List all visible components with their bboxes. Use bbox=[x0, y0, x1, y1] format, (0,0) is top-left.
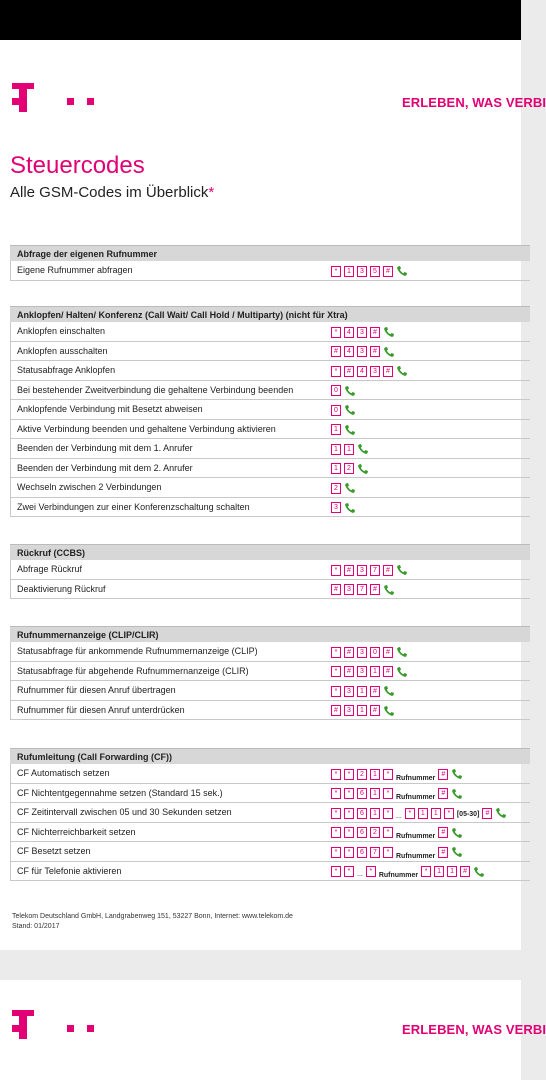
code-key: * bbox=[331, 266, 341, 277]
table-row bbox=[10, 478, 530, 498]
code-key: # bbox=[438, 847, 448, 858]
row-description: Zwei Verbindungen zur einer Konferenzschaltung schalten bbox=[17, 501, 250, 512]
code-section bbox=[10, 306, 530, 517]
call-icon bbox=[357, 463, 369, 475]
telekom-logo-page2 bbox=[12, 1010, 87, 1040]
code-key: * bbox=[331, 788, 341, 799]
call-icon bbox=[383, 346, 395, 358]
gsm-code bbox=[331, 807, 507, 819]
call-icon bbox=[344, 404, 356, 416]
row-description: Anklopfen einschalten bbox=[17, 326, 106, 336]
code-key: * bbox=[331, 827, 341, 838]
code-key: 4 bbox=[344, 327, 354, 338]
code-key: * bbox=[331, 327, 341, 338]
code-key: 3 bbox=[357, 565, 367, 576]
table-row bbox=[10, 400, 530, 420]
call-icon bbox=[396, 666, 408, 678]
code-key: * bbox=[331, 686, 341, 697]
code-key: 1 bbox=[370, 769, 380, 780]
code-key: 1 bbox=[331, 424, 341, 435]
code-key: * bbox=[344, 769, 354, 780]
code-key: # bbox=[370, 346, 380, 357]
row-description: CF für Telefonie aktivieren bbox=[17, 865, 122, 876]
code-key: 1 bbox=[447, 866, 457, 877]
code-key: # bbox=[344, 366, 354, 377]
code-key: # bbox=[344, 565, 354, 576]
gsm-code bbox=[331, 705, 395, 717]
code-key: * bbox=[331, 808, 341, 819]
code-key: 3 bbox=[344, 686, 354, 697]
gsm-code bbox=[331, 666, 408, 678]
code-key: * bbox=[331, 366, 341, 377]
code-key: # bbox=[331, 705, 341, 716]
code-key: 1 bbox=[357, 705, 367, 716]
code-key: 1 bbox=[344, 266, 354, 277]
call-icon bbox=[344, 385, 356, 397]
table-row bbox=[10, 842, 530, 862]
call-icon bbox=[383, 326, 395, 338]
call-icon bbox=[383, 584, 395, 596]
code-placeholder: Rufnummer bbox=[396, 794, 436, 801]
call-icon bbox=[344, 424, 356, 436]
code-key: * bbox=[444, 808, 454, 819]
footer-address: Telekom Deutschland GmbH, Landgrabenweg 151, 53227 Bonn, Internet: www.telekom.de bbox=[12, 913, 293, 920]
code-key: 2 bbox=[357, 769, 367, 780]
row-description: Beenden der Verbindung mit dem 1. Anrufer bbox=[17, 443, 193, 453]
section-heading: Anklopfen/ Halten/ Konferenz (Call Wait/ Call Hold / Multiparty) (nicht für Xtra) bbox=[10, 306, 530, 322]
table-row bbox=[10, 261, 530, 281]
code-key: * bbox=[383, 847, 393, 858]
code-key: # bbox=[370, 584, 380, 595]
gsm-code bbox=[331, 685, 395, 697]
row-description: CF Nichtentgegennahme setzen (Standard 15 sek.) bbox=[17, 787, 223, 798]
call-icon bbox=[344, 482, 356, 494]
code-key: * bbox=[331, 565, 341, 576]
call-icon bbox=[383, 685, 395, 697]
gsm-code bbox=[331, 866, 485, 878]
section-heading: Rufumleitung (Call Forwarding (CF)) bbox=[10, 748, 530, 764]
subtitle-text: Alle GSM-Codes im Überblick bbox=[10, 184, 209, 201]
table-row bbox=[10, 322, 530, 342]
slogan: ERLEBEN, WAS VERBI bbox=[402, 95, 546, 110]
code-key: 3 bbox=[357, 647, 367, 658]
code-key: * bbox=[331, 769, 341, 780]
code-key: # bbox=[438, 769, 448, 780]
call-icon bbox=[451, 788, 463, 800]
call-icon bbox=[396, 265, 408, 277]
code-key: 5 bbox=[370, 266, 380, 277]
code-key: # bbox=[370, 705, 380, 716]
code-key: 2 bbox=[370, 827, 380, 838]
call-icon bbox=[396, 646, 408, 658]
code-key: * bbox=[344, 866, 354, 877]
code-key: * bbox=[344, 847, 354, 858]
table-row bbox=[10, 560, 530, 580]
code-key: # bbox=[383, 366, 393, 377]
row-description: Aktive Verbindung beenden und gehaltene Verbindung aktivieren bbox=[17, 423, 276, 434]
gsm-code bbox=[331, 827, 463, 839]
row-description: Beenden der Verbindung mit dem 2. Anrufer bbox=[17, 462, 193, 473]
row-description: CF Besetzt setzen bbox=[17, 846, 91, 856]
next-document-page bbox=[0, 980, 546, 1080]
code-key: # bbox=[370, 327, 380, 338]
code-key: 7 bbox=[357, 584, 367, 595]
section-heading: Rufnummernanzeige (CLIP/CLIR) bbox=[10, 626, 530, 642]
code-key: # bbox=[460, 866, 470, 877]
call-icon bbox=[383, 705, 395, 717]
gsm-code bbox=[331, 788, 463, 800]
row-description: Statusabfrage für abgehende Rufnummernanzeige (CLIR) bbox=[17, 665, 249, 676]
code-section bbox=[10, 245, 530, 281]
gsm-code bbox=[331, 564, 408, 576]
code-key: 1 bbox=[431, 808, 441, 819]
code-key: * bbox=[383, 827, 393, 838]
table-row bbox=[10, 681, 530, 701]
subtitle-asterisk: * bbox=[208, 184, 215, 201]
call-icon bbox=[495, 807, 507, 819]
table-row bbox=[10, 662, 530, 682]
table-row bbox=[10, 420, 530, 440]
code-key: # bbox=[344, 647, 354, 658]
code-key: 2 bbox=[344, 463, 354, 474]
table-row bbox=[10, 459, 530, 479]
table-row bbox=[10, 381, 530, 401]
row-description: Statusabfrage für ankommende Rufnummernanzeige (CLIP) bbox=[17, 646, 258, 656]
call-icon bbox=[357, 443, 369, 455]
gsm-code bbox=[331, 326, 395, 338]
code-key: 4 bbox=[357, 366, 367, 377]
code-key: * bbox=[331, 866, 341, 877]
call-icon bbox=[344, 502, 356, 514]
call-icon bbox=[451, 827, 463, 839]
row-description: Anklopfen ausschalten bbox=[17, 345, 108, 356]
row-description: CF Nichterreichbarkeit setzen bbox=[17, 826, 136, 837]
code-key: # bbox=[383, 647, 393, 658]
code-ellipsis: ... bbox=[396, 812, 402, 820]
table-row bbox=[10, 784, 530, 804]
code-key: 0 bbox=[331, 385, 341, 396]
code-key: 3 bbox=[357, 327, 367, 338]
code-key: 0 bbox=[370, 647, 380, 658]
code-key: 3 bbox=[344, 584, 354, 595]
row-description: Rufnummer für diesen Anruf unterdrücken bbox=[17, 704, 185, 715]
telekom-logo bbox=[12, 83, 87, 113]
gsm-code bbox=[331, 346, 395, 358]
gsm-code bbox=[331, 424, 356, 436]
gsm-code bbox=[331, 443, 369, 455]
code-key: 3 bbox=[370, 366, 380, 377]
code-placeholder: Rufnummer bbox=[396, 774, 436, 782]
code-key: # bbox=[438, 788, 448, 799]
code-key: * bbox=[383, 808, 393, 819]
table-row bbox=[10, 439, 530, 459]
code-key: * bbox=[344, 827, 354, 838]
code-key: 3 bbox=[357, 666, 367, 677]
code-key: * bbox=[366, 866, 376, 877]
row-description: CF Automatisch setzen bbox=[17, 768, 110, 778]
code-placeholder: Rufnummer bbox=[396, 852, 436, 860]
footer bbox=[12, 912, 293, 932]
code-key: # bbox=[438, 827, 448, 838]
row-description: Rufnummer für diesen Anruf übertragen bbox=[17, 685, 176, 695]
row-description: CF Zeitintervall zwischen 05 und 30 Sekunden setzen bbox=[17, 807, 232, 817]
code-placeholder: Rufnummer bbox=[396, 833, 436, 840]
table-row bbox=[10, 642, 530, 662]
code-section bbox=[10, 748, 530, 881]
row-description: Eigene Rufnummer abfragen bbox=[17, 265, 133, 275]
code-key: 1 bbox=[357, 686, 367, 697]
page-subtitle bbox=[10, 184, 214, 201]
code-key: 3 bbox=[344, 705, 354, 716]
table-row bbox=[10, 701, 530, 721]
code-key: * bbox=[331, 666, 341, 677]
code-placeholder: Rufnummer bbox=[378, 872, 419, 879]
section-heading: Rückruf (CCBS) bbox=[10, 544, 530, 560]
gsm-code bbox=[331, 385, 356, 397]
code-key: 1 bbox=[331, 444, 341, 455]
code-key: 6 bbox=[357, 827, 367, 838]
footer-date: Stand: 01/2017 bbox=[12, 923, 60, 930]
code-key: # bbox=[383, 266, 393, 277]
code-key: 4 bbox=[344, 346, 354, 357]
code-key: 1 bbox=[418, 808, 428, 819]
code-key: 6 bbox=[357, 788, 367, 799]
row-description: Abfrage Rückruf bbox=[17, 564, 83, 574]
code-key: 7 bbox=[370, 847, 380, 858]
page-title: Steuercodes bbox=[10, 152, 145, 179]
code-key: 1 bbox=[331, 463, 341, 474]
call-icon bbox=[473, 866, 485, 878]
table-row bbox=[10, 764, 530, 784]
code-key: * bbox=[344, 808, 354, 819]
code-key: 1 bbox=[434, 866, 444, 877]
table-row bbox=[10, 342, 530, 362]
table-row bbox=[10, 862, 530, 882]
code-section bbox=[10, 544, 530, 599]
gsm-code bbox=[331, 768, 463, 780]
code-key: 2 bbox=[331, 483, 341, 494]
gsm-code bbox=[331, 404, 356, 416]
code-key: # bbox=[383, 565, 393, 576]
code-key: * bbox=[331, 647, 341, 658]
row-description: Bei bestehender Zweitverbindung die gehaltene Verbindung beenden bbox=[17, 384, 294, 395]
document-page bbox=[0, 40, 546, 950]
code-key: * bbox=[383, 788, 393, 799]
table-row bbox=[10, 580, 530, 600]
call-icon bbox=[396, 365, 408, 377]
table-row bbox=[10, 498, 530, 518]
code-key: 7 bbox=[370, 565, 380, 576]
code-key: # bbox=[331, 346, 341, 357]
code-key: * bbox=[344, 788, 354, 799]
row-description: Wechseln zwischen 2 Verbindungen bbox=[17, 482, 162, 492]
code-key: 3 bbox=[357, 266, 367, 277]
code-key: 1 bbox=[370, 788, 380, 799]
call-icon bbox=[396, 564, 408, 576]
gsm-code bbox=[331, 646, 408, 658]
code-key: * bbox=[405, 808, 415, 819]
gsm-code bbox=[331, 482, 356, 494]
code-key: * bbox=[331, 847, 341, 858]
code-range: [05-30] bbox=[456, 810, 480, 818]
table-row bbox=[10, 361, 530, 381]
code-key: # bbox=[482, 808, 492, 819]
row-description: Statusabfrage Anklopfen bbox=[17, 365, 116, 375]
code-key: * bbox=[421, 866, 431, 877]
call-icon bbox=[451, 768, 463, 780]
gsm-code bbox=[331, 846, 463, 858]
code-key: * bbox=[383, 769, 393, 780]
code-key: 1 bbox=[370, 666, 380, 677]
slogan-page2: ERLEBEN, WAS VERBI bbox=[402, 1022, 546, 1037]
code-key: 6 bbox=[357, 847, 367, 858]
code-key: 1 bbox=[370, 808, 380, 819]
code-section bbox=[10, 626, 530, 720]
gsm-code bbox=[331, 463, 369, 475]
code-key: # bbox=[331, 584, 341, 595]
code-key: 1 bbox=[344, 444, 354, 455]
gsm-code bbox=[331, 584, 395, 596]
row-description: Deaktivierung Rückruf bbox=[17, 583, 106, 594]
code-key: 3 bbox=[357, 346, 367, 357]
table-row bbox=[10, 823, 530, 843]
gsm-code bbox=[331, 502, 356, 514]
code-key: 0 bbox=[331, 405, 341, 416]
code-key: 3 bbox=[331, 502, 341, 513]
code-key: # bbox=[370, 686, 380, 697]
gsm-code bbox=[331, 365, 408, 377]
code-key: 6 bbox=[357, 808, 367, 819]
table-row bbox=[10, 803, 530, 823]
code-key: # bbox=[344, 666, 354, 677]
row-description: Anklopfende Verbindung mit Besetzt abweisen bbox=[17, 404, 203, 414]
section-heading: Abfrage der eigenen Rufnummer bbox=[10, 245, 530, 261]
code-key: # bbox=[383, 666, 393, 677]
top-black-bar bbox=[0, 0, 521, 40]
code-ellipsis: ... bbox=[357, 871, 363, 878]
call-icon bbox=[451, 846, 463, 858]
gsm-code bbox=[331, 265, 408, 277]
